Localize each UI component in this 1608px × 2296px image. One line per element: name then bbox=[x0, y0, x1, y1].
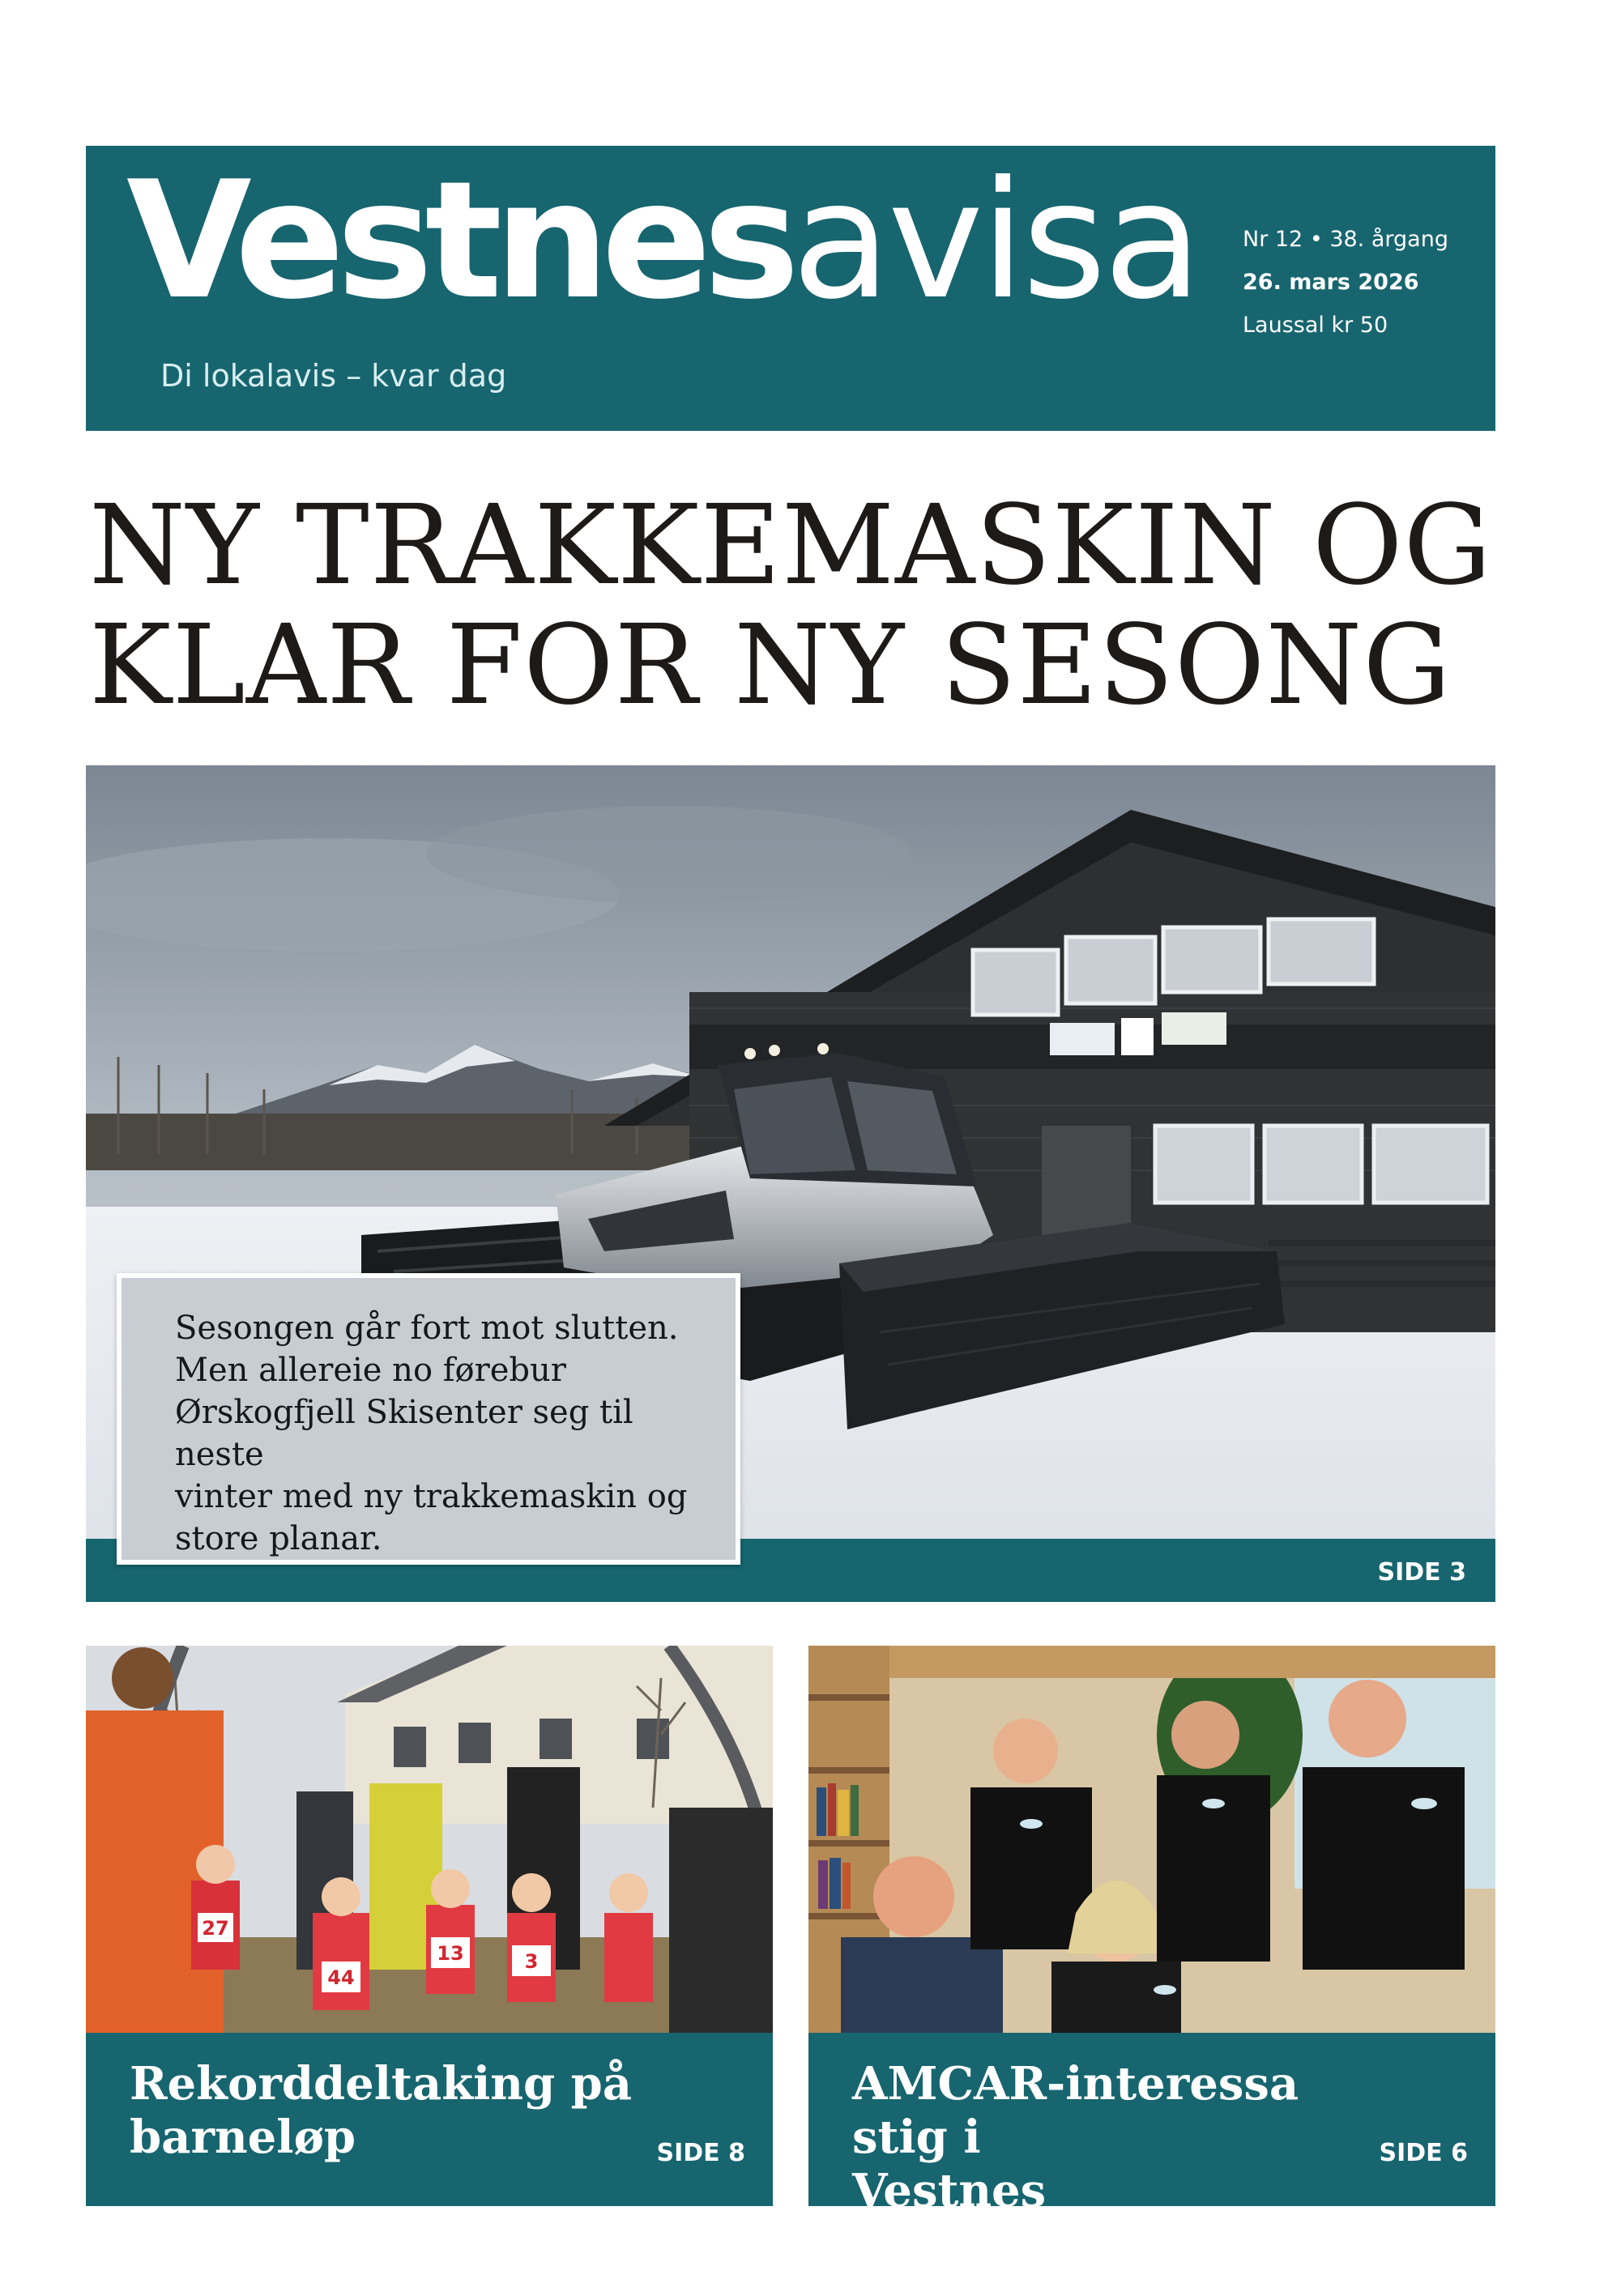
issue-date: 26. mars 2026 bbox=[1243, 270, 1419, 295]
tagline: Di lokalavis – kvar dag bbox=[160, 358, 507, 394]
children-race-photo bbox=[86, 1646, 773, 2033]
story-page-ref[interactable]: SIDE 6 bbox=[1379, 2139, 1468, 2167]
story-title-line: barneløp bbox=[130, 2111, 356, 2164]
masthead bbox=[86, 146, 1495, 431]
amcar-group-image bbox=[808, 1646, 1495, 2033]
bib-number: 27 bbox=[202, 1917, 229, 1940]
story-page-ref[interactable]: SIDE 8 bbox=[656, 2139, 745, 2167]
story-title-line: Rekorddeltaking på bbox=[130, 2057, 633, 2111]
caption-line: Men allereie no førebur bbox=[175, 1352, 566, 1389]
logo-bold: Vestnes bbox=[126, 147, 792, 335]
story-title bbox=[852, 2057, 1371, 2206]
story-title-line: AMCAR-interessa stig i bbox=[852, 2057, 1299, 2164]
logo-light: avisa bbox=[791, 147, 1200, 335]
caption-line: Sesongen går fort mot slutten. bbox=[175, 1310, 679, 1347]
lead-caption bbox=[175, 1307, 710, 1560]
caption-line: Ørskogfjell Skisenter seg til neste bbox=[175, 1394, 633, 1473]
issue-price: Laussal kr 50 bbox=[1243, 313, 1388, 338]
lead-page-ref[interactable]: SIDE 3 bbox=[1377, 1558, 1466, 1587]
headline-line-2: KLAR FOR NY SESONG bbox=[89, 602, 1452, 730]
newspaper-logo[interactable] bbox=[126, 147, 1200, 335]
bib-number: 44 bbox=[327, 1966, 355, 1989]
children-race-image bbox=[86, 1646, 773, 2033]
bib-number: 13 bbox=[437, 1942, 464, 1965]
caption-line: vinter med ny trakkemaskin og bbox=[175, 1478, 688, 1515]
story-card-amcar[interactable] bbox=[808, 1646, 1495, 2206]
headline-line-1: NY TRAKKEMASKIN OG bbox=[89, 482, 1493, 610]
page-headline[interactable] bbox=[89, 482, 1499, 730]
issue-number: Nr 12 • 38. årgang bbox=[1243, 227, 1448, 252]
bib-number: 3 bbox=[524, 1950, 539, 1973]
lead-caption-box bbox=[117, 1273, 740, 1565]
caption-line: store planar. bbox=[175, 1520, 382, 1557]
story-title bbox=[130, 2057, 648, 2164]
story-card-children-race[interactable] bbox=[86, 1646, 773, 2206]
story-title-line: Vestnes bbox=[852, 2164, 1047, 2206]
amcar-photo bbox=[808, 1646, 1495, 2033]
